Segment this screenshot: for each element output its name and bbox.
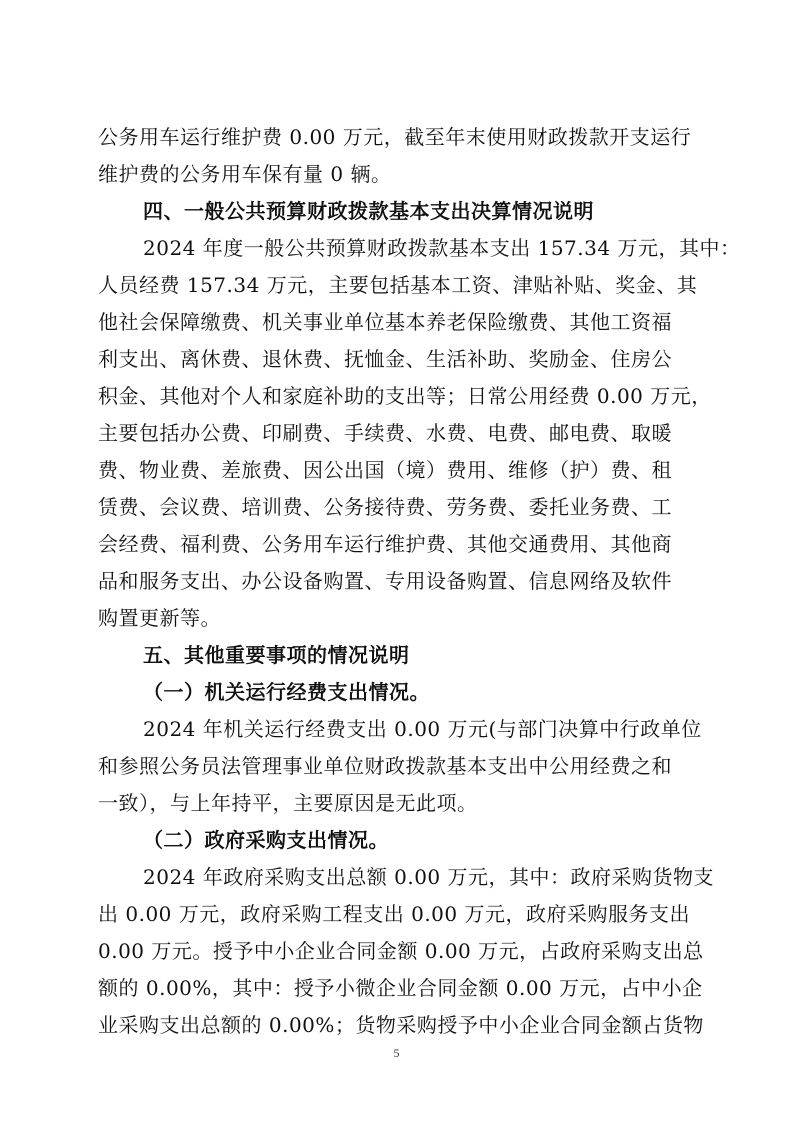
paragraph-line: 他社会保障缴费、机关事业单位基本养老保险缴费、其他工资福 [98, 310, 672, 334]
paragraph-line: 2024 年度一般公共预算财政拨款基本支出 157.34 万元，其中： [143, 236, 741, 260]
paragraph-line: 和参照公务员法管理事业单位财政拨款基本支出中公用经费之和 [98, 754, 672, 778]
paragraph-line: 积金、其他对个人和家庭补助的支出等；日常公用经费 0.00 万元， [98, 384, 712, 408]
paragraph-line: 赁费、会议费、培训费、公务接待费、劳务费、委托业务费、工 [98, 495, 672, 519]
paragraph-line: 出 0.00 万元，政府采购工程支出 0.00 万元，政府采购服务支出 [98, 902, 690, 926]
paragraph-line: 维护费的公务用车保有量 0 辆。 [98, 162, 392, 186]
paragraph-line: 费、物业费、差旅费、因公出国（境）费用、维修（护）费、租 [98, 458, 672, 482]
paragraph-line: 公务用车运行维护费 0.00 万元，截至年末使用财政拨款开支运行 [98, 125, 692, 149]
subsection-heading-1: （一）机关运行经费支出情况。 [143, 680, 430, 704]
paragraph-line: 2024 年政府采购支出总额 0.00 万元，其中：政府采购货物支 [143, 865, 715, 889]
paragraph-line: 主要包括办公费、印刷费、手续费、水费、电费、邮电费、取暖 [98, 421, 672, 445]
section-heading-5: 五、其他重要事项的情况说明 [143, 643, 410, 667]
paragraph-line: 一致），与上年持平，主要原因是无此项。 [98, 791, 478, 815]
paragraph-line: 品和服务支出、办公设备购置、专用设备购置、信息网络及软件 [98, 569, 672, 593]
paragraph-line: 利支出、离休费、退休费、抚恤金、生活补助、奖励金、住房公 [98, 347, 672, 371]
paragraph-line: 额的 0.00%，其中：授予小微企业合同金额 0.00 万元，占中小企 [98, 976, 703, 1000]
paragraph-line: 人员经费 157.34 万元，主要包括基本工资、津贴补贴、奖金、其 [98, 273, 698, 297]
section-heading-4: 四、一般公共预算财政拨款基本支出决算情况说明 [143, 199, 594, 223]
paragraph-line: 2024 年机关运行经费支出 0.00 万元(与部门决算中行政单位 [143, 717, 702, 741]
paragraph-line: 0.00 万元。授予中小企业合同金额 0.00 万元，占政府采购支出总 [98, 939, 704, 963]
paragraph-line: 会经费、福利费、公务用车运行维护费、其他交通费用、其他商 [98, 532, 672, 556]
subsection-heading-2: （二）政府采购支出情况。 [143, 828, 389, 852]
page-number: 5 [393, 1046, 400, 1060]
paragraph-line: 业采购支出总额的 0.00%；货物采购授予中小企业合同金额占货物 [98, 1013, 704, 1037]
paragraph-line: 购置更新等。 [98, 606, 221, 630]
